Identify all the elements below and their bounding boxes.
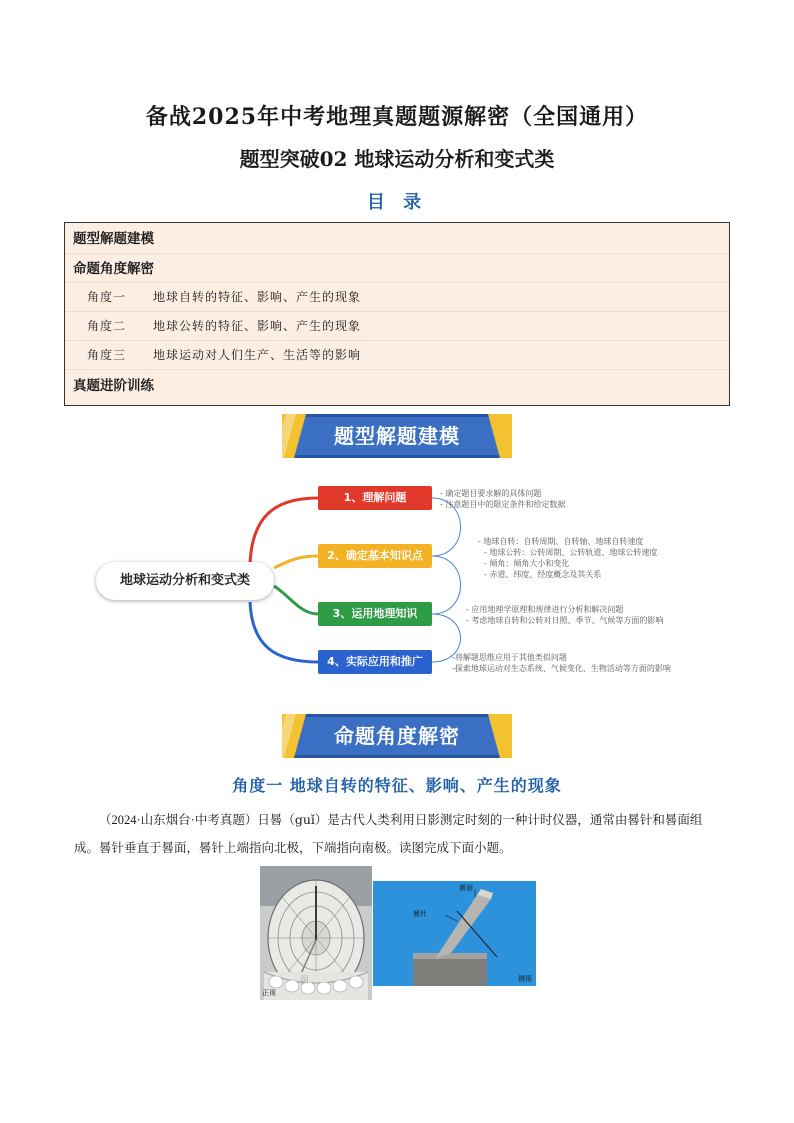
banner-title: 命题角度解密	[334, 724, 460, 748]
note-line: - 地球公转：公转周期、公转轨道、地球公转速度	[484, 548, 658, 557]
banner-title: 题型解题建模	[334, 424, 460, 448]
document-title: 备战2025年中考地理真题题源解密（全国通用）	[145, 104, 649, 130]
note-line: - 地球自转：自转周期、自转轴、地球自转速度	[478, 537, 644, 546]
toc-divider	[65, 369, 729, 370]
toc-item-angles[interactable]: 命题角度解密	[73, 261, 154, 277]
mindmap-step-2: 2、确定基本知识点	[318, 544, 432, 568]
section-banner-modeling	[282, 414, 512, 458]
toc-divider	[65, 253, 729, 254]
toc-angle-text: 地球运动对人们生产、生活等的影响	[153, 348, 362, 362]
note-line: - 倾角：倾角大小和变化	[484, 559, 570, 568]
toc-angle-text: 地球公转的特征、影响、产生的现象	[153, 319, 362, 333]
sundial-front-illustration	[260, 866, 372, 1000]
label-sundial-face: 晷面	[459, 884, 473, 892]
question-source: （2024·山东烟台·中考真题）	[99, 813, 258, 827]
mindmap-step-4: 4、实际应用和推广	[318, 650, 432, 674]
toc-angle-number: 角度三	[87, 348, 127, 362]
toc-angle-number: 角度一	[87, 290, 127, 304]
mindmap-step-3: 3、运用地理知识	[318, 602, 432, 626]
mindmap-step-1: 1、理解问题	[318, 486, 432, 510]
toc-divider	[65, 311, 729, 312]
toc-divider	[65, 282, 729, 283]
mindmap-center-node: 地球运动分析和变式类	[96, 562, 274, 600]
mindmap-notes-4	[452, 652, 671, 674]
note-line: -将解题思维应用于其他类似问题	[452, 653, 567, 662]
question-paragraph	[74, 806, 724, 862]
toc-divider	[65, 340, 729, 341]
side-view-caption: 侧视	[518, 975, 532, 983]
mindmap-notes-1	[440, 488, 565, 510]
toc-item-modeling[interactable]: 题型解题建模	[73, 231, 154, 247]
photo-watermark: 图	[300, 976, 310, 986]
note-line: -探索地球运动对生态系统、气候变化、生物活动等方面的影响	[452, 664, 671, 673]
toc-item-training[interactable]: 真题进阶训练	[73, 378, 154, 394]
note-line: - 考虑地球自转和公转对日照、季节、气候等方面的影响	[466, 616, 664, 625]
toc-box	[64, 222, 730, 406]
note-line: - 确定题目要求解的具体问题	[440, 489, 542, 498]
question-text: 日晷（guǐ）是古代人类利用日影测定时刻的一种计时仪器，通常由晷针和晷面组成。晷针垂直于晷面，晷针上端指向北极，下端指向南极。读图完成下面小题。	[74, 812, 703, 855]
note-line: - 赤道、纬度、经度概念及其关系	[484, 570, 602, 579]
sundial-front-photo	[260, 866, 372, 1000]
mindmap-notes-3	[466, 604, 663, 626]
toc-angle-text: 地球自转的特征、影响、产生的现象	[153, 290, 362, 304]
section-banner-angles	[282, 714, 512, 758]
toc-item-angle-3[interactable]	[87, 346, 361, 363]
toc-heading: 目 录	[366, 192, 428, 213]
toc-item-angle-1[interactable]	[87, 288, 361, 305]
sundial-side-illustration	[373, 881, 536, 986]
toc-angle-number: 角度二	[87, 319, 127, 333]
document-subtitle: 题型突破02 地球运动分析和变式类	[239, 147, 555, 171]
note-line: - 应用地理学原理和规律进行分析和解决问题	[466, 605, 624, 614]
angle-1-heading: 角度一 地球自转的特征、影响、产生的现象	[232, 776, 562, 795]
mindmap-notes-2	[478, 536, 657, 580]
sundial-side-photo	[373, 881, 536, 986]
note-line: - 注意题目中的限定条件和给定数据	[440, 500, 566, 509]
label-sundial-needle: 晷针	[413, 910, 427, 918]
front-view-caption: 正视	[262, 989, 276, 997]
toc-item-angle-2[interactable]	[87, 317, 361, 334]
